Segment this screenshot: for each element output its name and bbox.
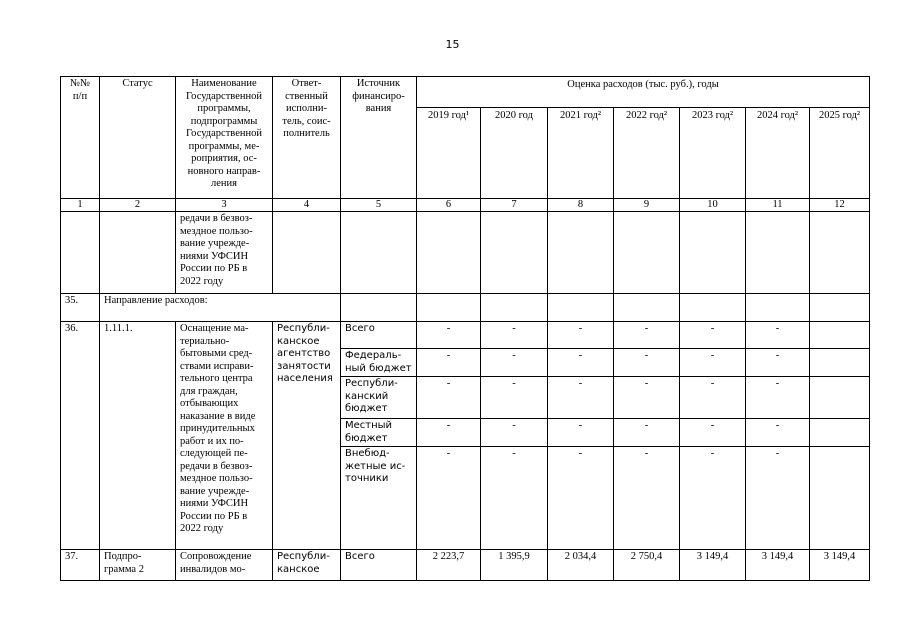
value-cell: - [614,377,680,419]
value-cell: - [680,419,746,447]
column-number: 8 [548,199,614,212]
column-number: 5 [341,199,417,212]
status-cell: Подпро- грамма 2 [100,550,176,581]
row-number: 35. [61,294,100,322]
column-number: 12 [810,199,870,212]
year-header: 2025 год² [810,108,870,199]
value-cell: - [614,419,680,447]
column-number: 4 [273,199,341,212]
value-cell: 2 223,7 [417,550,481,581]
value-cell: - [417,322,481,349]
value-cell: - [417,377,481,419]
value-cell: - [746,322,810,349]
row-number: 37. [61,550,100,581]
value-cell: - [746,419,810,447]
value-cell: 1 395,9 [481,550,548,581]
value-cell: - [417,419,481,447]
value-cell [810,377,870,419]
executor-cell: Республи- канское агентство занятости населения [273,322,341,550]
value-cell: - [746,447,810,550]
value-cell: 3 149,4 [746,550,810,581]
year-header: 2022 год² [614,108,680,199]
value-cell: 2 034,4 [548,550,614,581]
year-header: 2021 год² [548,108,614,199]
page-number: 15 [445,38,460,51]
value-cell: - [548,322,614,349]
value-cell: 3 149,4 [810,550,870,581]
activity-name-cell: Сопровождение инвалидов мо- [176,550,273,581]
value-cell: - [680,377,746,419]
value-cell [810,419,870,447]
continued-name-cell: редачи в безвоз- мездное пользо- вание учрежде- ниями УФСИН России по РБ в 2022 году [176,212,273,294]
col-header-num: №№ п/п [61,77,100,199]
col-header-expenses: Оценка расходов (тыс. руб.), годы [417,77,870,108]
value-cell: - [614,447,680,550]
value-cell: - [680,322,746,349]
source-cell: Всего [341,322,417,349]
year-header: 2024 год² [746,108,810,199]
value-cell: - [548,377,614,419]
column-number: 6 [417,199,481,212]
col-header-status: Статус [100,77,176,199]
column-number: 11 [746,199,810,212]
row-number: 36. [61,322,100,550]
value-cell: - [614,349,680,377]
year-header: 2020 год [481,108,548,199]
value-cell: - [481,322,548,349]
column-number: 10 [680,199,746,212]
value-cell: - [481,419,548,447]
value-cell: - [548,447,614,550]
col-header-executor: Ответ- ственный исполни- тель, соис- полнитель [273,77,341,199]
column-number: 9 [614,199,680,212]
value-cell: - [746,349,810,377]
source-cell: Федераль- ный бюджет [341,349,417,377]
value-cell: - [481,377,548,419]
value-cell: - [548,419,614,447]
value-cell: - [548,349,614,377]
value-cell: 3 149,4 [680,550,746,581]
expenses-table [60,76,870,581]
source-cell: Внебюд- жетные ис- точники [341,447,417,550]
activity-name-cell: Оснащение ма- териально- бытовыми сред- ствами исправи- тельного центра для граждан, отбывающих наказание в виде принудительных работ и их по- следующей пе- редачи в безвоз- мездное пользо- вание учрежде- ниями УФСИН России по РБ в 2022 году [176,322,273,550]
year-header: 2023 год² [680,108,746,199]
value-cell: - [680,349,746,377]
value-cell: - [481,447,548,550]
source-cell: Республи- канский бюджет [341,377,417,419]
col-header-source: Источник финансиро- вания [341,77,417,199]
col-header-name: Наименование Государственной программы, подпрограммы Государственной программы, ме- роприятия, ос- новного направ- ления [176,77,273,199]
status-cell: 1.11.1. [100,322,176,550]
direction-label: Направление расходов: [100,294,341,322]
value-cell: 2 750,4 [614,550,680,581]
value-cell: - [481,349,548,377]
column-number: 3 [176,199,273,212]
value-cell: - [746,377,810,419]
column-number: 7 [481,199,548,212]
value-cell [810,447,870,550]
value-cell: - [614,322,680,349]
value-cell [810,349,870,377]
executor-cell: Республи- канское [273,550,341,581]
column-number: 1 [61,199,100,212]
year-header: 2019 год¹ [417,108,481,199]
value-cell [810,322,870,349]
value-cell: - [680,447,746,550]
source-cell: Всего [341,550,417,581]
value-cell: - [417,447,481,550]
value-cell: - [417,349,481,377]
source-cell: Местный бюджет [341,419,417,447]
column-number: 2 [100,199,176,212]
